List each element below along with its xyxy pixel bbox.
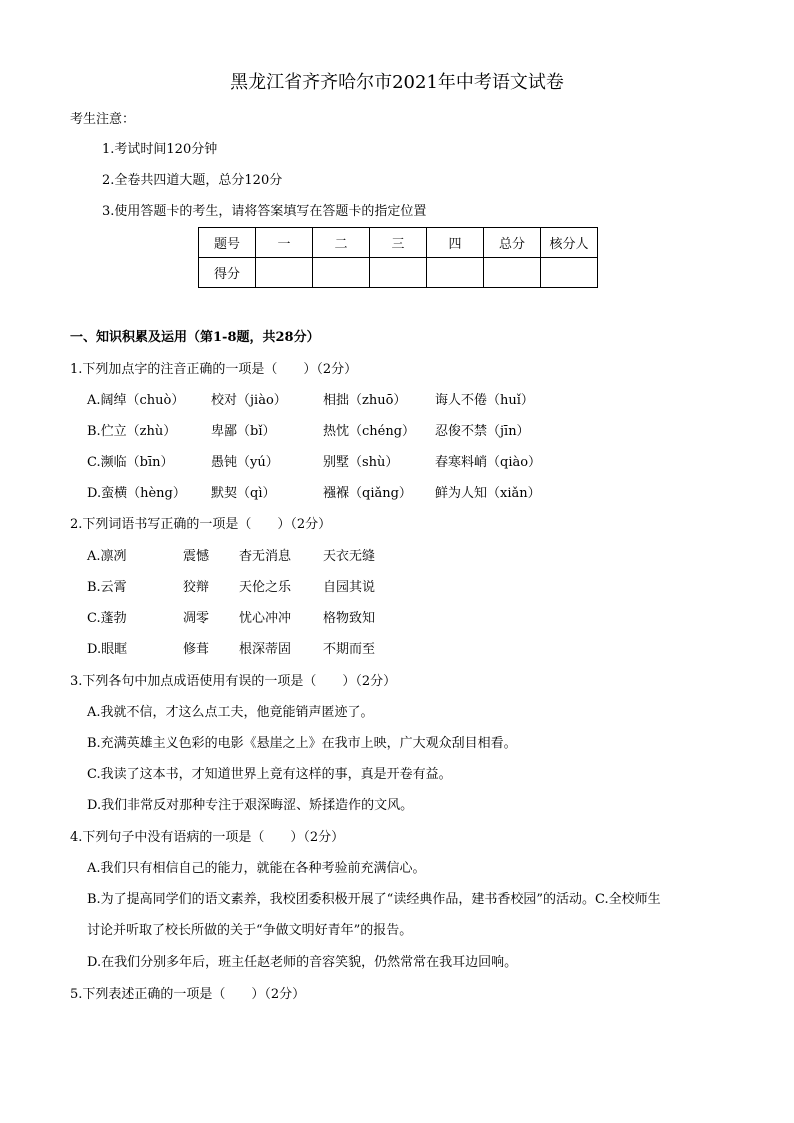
notice-item-3: 3.使用答题卡的考生，请将答案填写在答题卡的指定位置 [102, 204, 427, 219]
option-cell: 襁褓（qiǎng） [323, 486, 412, 501]
score-table-cell: 总分 [484, 228, 541, 258]
option-cell: 忧心冲冲 [239, 611, 292, 626]
option-cell: 格物致知 [323, 611, 376, 626]
notice-heading: 考生注意： [70, 112, 136, 127]
option-cell: 忍俊不禁（jīn） [435, 424, 530, 439]
option-cell: A.凛冽 [87, 549, 127, 564]
option-cell: 天衣无缝 [323, 549, 376, 564]
score-table-cell [370, 258, 427, 288]
option-cell: 杳无消息 [239, 549, 292, 564]
question-1-option-row [87, 453, 747, 473]
question-2-option-row [87, 578, 747, 598]
score-table-header-row [199, 228, 598, 258]
option-cell: B.云霄 [87, 580, 127, 595]
option-cell: 修葺 [183, 642, 210, 657]
option-cell: 不期而至 [323, 642, 376, 657]
score-table-cell: 二 [313, 228, 370, 258]
option-cell: 默契（qì） [211, 486, 276, 501]
option-cell: C.濒临（bīn） [87, 455, 174, 470]
option-cell: 鲜为人知（xiǎn） [435, 486, 541, 501]
score-table-cell: 三 [370, 228, 427, 258]
score-table-cell [427, 258, 484, 288]
notice-item-1: 1.考试时间120分钟 [102, 142, 218, 157]
option-cell: 相拙（zhuō） [323, 393, 407, 408]
option-cell: 根深蒂固 [239, 642, 292, 657]
score-table-cell: 核分人 [541, 228, 598, 258]
question-2-option-row [87, 609, 747, 629]
option-cell: 春寒料峭（qiào） [435, 455, 542, 470]
question-4-option-d: D.在我们分别多年后，班主任赵老师的音容笑貌，仍然常常在我耳边回响。 [87, 955, 518, 970]
option-cell: 校对（jiào） [211, 393, 287, 408]
score-table-cell [313, 258, 370, 288]
question-4-option-a: A.我们只有相信自己的能力，就能在各种考验前充满信心。 [87, 861, 426, 876]
option-cell: 愚钝（yú） [211, 455, 279, 470]
section-heading: 一、知识积累及运用（第1-8题，共28分） [70, 330, 320, 345]
question-3-stem: 3.下列各句中加点成语使用有误的一项是（ ）（2分） [70, 674, 397, 689]
question-4-stem: 4.下列句子中没有语病的一项是（ ）（2分） [70, 830, 345, 845]
option-cell: 狡辩 [183, 580, 210, 595]
option-cell: 凋零 [183, 611, 210, 626]
score-table [198, 227, 598, 288]
question-3-option-a: A.我就不信，才这么点工夫，他竟能销声匿迹了。 [87, 705, 374, 720]
question-2-option-row [87, 547, 747, 567]
option-cell: D.蛮横（hèng） [87, 486, 186, 501]
question-1-option-row [87, 484, 747, 504]
notice-item-2: 2.全卷共四道大题，总分120分 [102, 173, 283, 188]
question-3-option-c: C.我读了这本书，才知道世界上竟有这样的事，真是开卷有益。 [87, 767, 452, 782]
option-cell: B.伫立（zhù） [87, 424, 177, 439]
question-1-option-row [87, 422, 747, 442]
question-4-option-b-continued: 讨论并听取了校长所做的关于“争做文明好青年”的报告。 [87, 923, 413, 938]
option-cell: 震憾 [183, 549, 210, 564]
page-title: 黑龙江省齐齐哈尔市2021年中考语文试卷 [230, 72, 564, 93]
score-table-cell [256, 258, 313, 288]
question-5-stem: 5.下列表述正确的一项是（ ）（2分） [70, 987, 306, 1002]
score-table-cell: 一 [256, 228, 313, 258]
option-cell: 自园其说 [323, 580, 376, 595]
score-table-cell: 得分 [199, 258, 256, 288]
option-cell: 诲人不倦（huǐ） [435, 393, 534, 408]
question-1-stem: 1.下列加点字的注音正确的一项是（ ）（2分） [70, 362, 358, 377]
question-4-option-b: B.为了提高同学们的语文素养，我校团委积极开展了“读经典作品，建书香校园”的活动。C.全校师生 [87, 892, 661, 907]
option-cell: 别墅（shù） [323, 455, 399, 470]
option-cell: 热忱（chéng） [323, 424, 416, 439]
question-2-stem: 2.下列词语书写正确的一项是（ ）（2分） [70, 517, 332, 532]
question-3-option-b: B.充满英雄主义色彩的电影《悬崖之上》在我市上映，广大观众刮目相看。 [87, 736, 517, 751]
question-3-option-d: D.我们非常反对那种专注于艰深晦涩、矫揉造作的文风。 [87, 798, 414, 813]
score-table-cell: 四 [427, 228, 484, 258]
option-cell: 卑鄙（bǐ） [211, 424, 276, 439]
score-table-cell [484, 258, 541, 288]
option-cell: D.眼眶 [87, 642, 128, 657]
score-table-cell [541, 258, 598, 288]
score-table-score-row [199, 258, 598, 288]
question-2-option-row [87, 640, 747, 660]
score-table-cell: 题号 [199, 228, 256, 258]
option-cell: A.阔绰（chuò） [87, 393, 185, 408]
option-cell: 天伦之乐 [239, 580, 292, 595]
question-1-option-row [87, 391, 747, 411]
option-cell: C.蓬勃 [87, 611, 127, 626]
